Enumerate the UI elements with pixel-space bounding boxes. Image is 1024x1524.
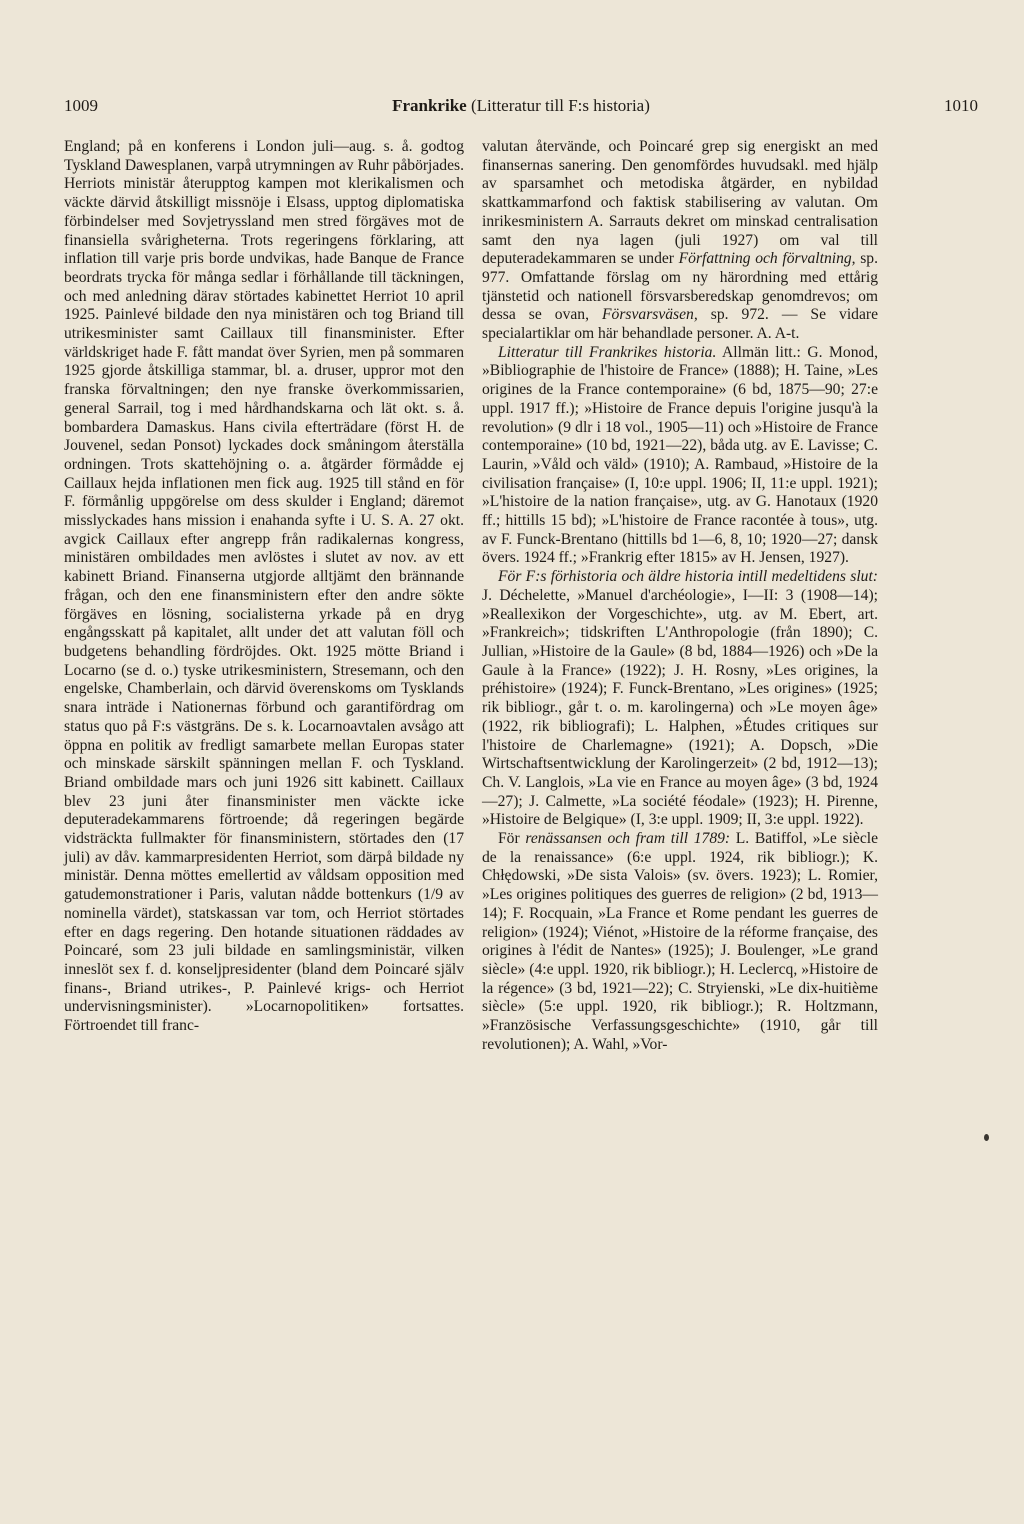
running-title-bold: Frankrike bbox=[392, 96, 467, 115]
cross-reference-forsvarsvasen: Försvarsväsen, bbox=[602, 306, 698, 324]
right-intro-end: sp. 972. — Se vidare specialartiklar om här behandlade personer. bbox=[482, 306, 878, 343]
right-intro-paragraph bbox=[482, 138, 878, 344]
literature-heading: Litteratur till Frankrikes historia. bbox=[498, 343, 717, 361]
left-column bbox=[64, 138, 464, 1036]
page-number-left: 1009 bbox=[64, 96, 98, 115]
prehistory-paragraph bbox=[482, 568, 878, 830]
cross-reference-forfattning: Författning och förvaltning, bbox=[678, 250, 856, 268]
renaissance-prefix: För bbox=[498, 830, 520, 848]
author-signature: A. A-t. bbox=[756, 325, 800, 343]
right-intro-continued: sp. 977. Omfattande förslag om ny härordning med ettårig tjänstetid och nationell försvarsberedskap genomdrevos; om dessa se ovan, bbox=[482, 250, 878, 324]
left-column-text: England; på en konferens i London juli—aug. s. å. godtog Tyskland Dawesplanen, varpå utrymningen av Ruhr påbörjades. Herriots ministär återupptog kampen mot klerikalismen och väckte därvid åtskilligt missnöje i Elsass, upptog diplomatiska förbindelser med Sovjetryssland men stred förgäves mot de finansiella svårigheterna. Trots regeringens förklaring, att inflation till varje pris borde undvikas, hade Banque de France beordrats trycka för många sedlar i förhållande till täckningen, och med anledning därav störtades kabinettet Herriot 10 april 1925. Painlevé bildade den nya ministären och tog Briand till utrikesminister samt Caillaux till finansminister. Efter världskriget hade F. fått mandat över Syrien, men på sommaren 1925 gjorde åtskilliga stammar, bl. a. druser, uppror mot den franska förvaltningen; den nye franske överkommissarien, general Sarrail, tog i med hårdhandskarna och lät okt. s. å. bombardera Damaskus. Hans civila efterträdare (först H. de Jouvenel, sedan Ponsot) lyckades dock småningom återställa ordningen. Trots skattehöjning o. a. åtgärder förmådde ej Caillaux hejda inflationen men fick aug. 1925 till stånd en för F. förmånlig uppgörelse om dess skulder i England; däremot misslyckades hans mission i enahanda syfte i U. S. A. 27 okt. avgick Caillaux efter angrepp från radikalernas kongress, ministären ombildades men avlöstes i slutet av nov. av ett kabinett Briand. Finanserna utgjorde alltjämt den brännande frågan, och den ene finansministern efter den andre sökte förgäves en lösning, socialisterna yrkade på en dryg engångsskatt på kapitalet, allt under det att valutan föll och budgetens behandling fördröjdes. Okt. 1925 mötte Briand i Locarno (se d. o.) tyske utrikesministern, Stresemann, och den engelske, Chamberlain, och därvid överenskoms om Tysklands snara inträde i Nationernas förbund och garantifördrag om status quo på F:s västgräns. De s. k. Locarnoavtalen avsågo att öppna en politik av fredligt samarbete mellan Europas stater och minskade särskilt spänningen mellan F. och Tyskland. Briand ombildade mars och juni 1926 sitt kabinett. Caillaux blev 23 juni åter finansminister men väckte icke deputeradekammarens förtroende; då regeringen begärde vidsträckta fullmakter för finansministern, störtades den (17 juli) av dåv. kammarpresidenten Herriot, som därpå bildade ny ministär. Denna möttes emellertid av våldsam opposition med gatudemonstrationer i Paris, valutan nådde bottenkurs (1/9 av nominella värdet), statskassan var tom, och Herriot störtades efter en dags regering. Den hotande situationen räddades av Poincaré, som 23 juli bildade en samlingsministär, vilken inneslöt sex f. d. konseljpresidenter (bland dem Poincaré själv finans-, Briand utrikes-, P. Painlevé krigs- och Herriot undervisningsminister). »Locarnopolitiken» fortsattes. Förtroendet till franc- bbox=[64, 138, 464, 1035]
right-intro-text: valutan återvände, och Poincaré grep sig energiskt an med finansernas sanering. Den genomfördes huvudsakl. med hjälp av sparsamhet och metodiska åtgärder, en nybildad skattkammarfond och faktisk stabilisering av valutan. Om inrikesministern A. Sarrauts dekret om minskad centralisation samt den nya lagen (juli 1927) om val till deputeradekammaren se under bbox=[482, 138, 878, 268]
literature-paragraph bbox=[482, 344, 878, 568]
running-title-rest: (Litteratur till F:s historia) bbox=[470, 96, 650, 115]
right-column bbox=[482, 138, 878, 1054]
renaissance-heading: renässansen och fram till 1789: bbox=[525, 830, 731, 848]
prehistory-heading: För F:s förhistoria och äldre historia intill medeltidens slut: bbox=[498, 568, 878, 586]
renaissance-text: L. Batiffol, »Le siècle de la renaissance» (6:e uppl. 1924, rik bibliogr.); K. Chłędowski, »De sista Valois» (sv. övers. 1923); L. Romier, »Les origines politiques des guerres de religion» (2 bd, 1913—14); F. Rocquain, »La France et Rome pendant les guerres de religion» (1924); Viénot, »Histoire de la réforme française, des origines à l'édit de Nantes» (1925); J. Boulenger, »Le grand siècle» (4:e uppl. 1920, rik bibliogr.); H. Leclercq, »Histoire de la régence» (3 bd, 1921—22); C. Stryienski, »Le dix-huitième siècle» (5:e uppl. 1920, rik bibliogr.); R. Holtzmann, »Französische Verfassungsgeschichte» (1910, går till revolutionen); A. Wahl, »Vor- bbox=[482, 830, 878, 1053]
prehistory-text: J. Déchelette, »Manuel d'archéologie», I—II: 3 (1908—14); »Reallexikon der Vorgeschichte», utg. av M. Ebert, art. »Frankreich»; tidskriften L'Anthropologie (från 1890); C. Jullian, »Histoire de la Gaule» (8 bd, 1884—1926) och »De la Gaule à la France» (1922); J. H. Rosny, »Les origines, la préhistoire» (1924); F. Funck-Brentano, »Les origines» (1925; rik bibliogr., går t. o. m. karolingerna) och »Le moyen âge» (1922, rik bibliografi); L. Halphen, »Études critiques sur l'histoire de Charlemagne» (1921); A. Dopsch, »Die Wirtschaftsentwicklung der Karolingerzeit» (2 bd, 1912—13); Ch. V. Langlois, »La vie en France au moyen âge» (3 bd, 1924—27); J. Calmette, »La société féodale» (1923); H. Pirenne, »Histoire de Belgique» (I, 3:e uppl. 1909; II, 3:e uppl. 1922). bbox=[482, 586, 878, 829]
literature-text: Allmän litt.: G. Monod, »Bibliographie de l'histoire de France» (1888); H. Taine, »Les origines de la France contemporaine» (6 bd, 1875—90; 27:e uppl. 1917 ff.); »Histoire de France depuis l'origine jusqu'à la revolution» (9 dlr i 18 vol., 1905—11) och »Histoire de France contemporaine» (10 bd, 1921—22), båda utg. av E. Lavisse; C. Laurin, »Våld och väld» (1910); A. Rambaud, »Histoire de la civilisation française» (I, 10:e uppl. 1906; II, 11:e uppl. 1921); »L'histoire de la nation française», utg. av G. Hanotaux (1920 ff.; hittills 15 bd); »L'histoire de France racontée à tous», utg. av F. Funck-Brentano (hittills bd 1—6, 8, 10; 1920—27; dansk övers. 1924 ff.; »Frankrig efter 1815» av H. Jensen, 1927). bbox=[482, 343, 878, 567]
running-title bbox=[64, 96, 978, 116]
page-header bbox=[64, 96, 978, 118]
renaissance-paragraph bbox=[482, 830, 878, 1054]
margin-dot-mark bbox=[984, 1134, 989, 1141]
page-number-right: 1010 bbox=[944, 96, 978, 115]
